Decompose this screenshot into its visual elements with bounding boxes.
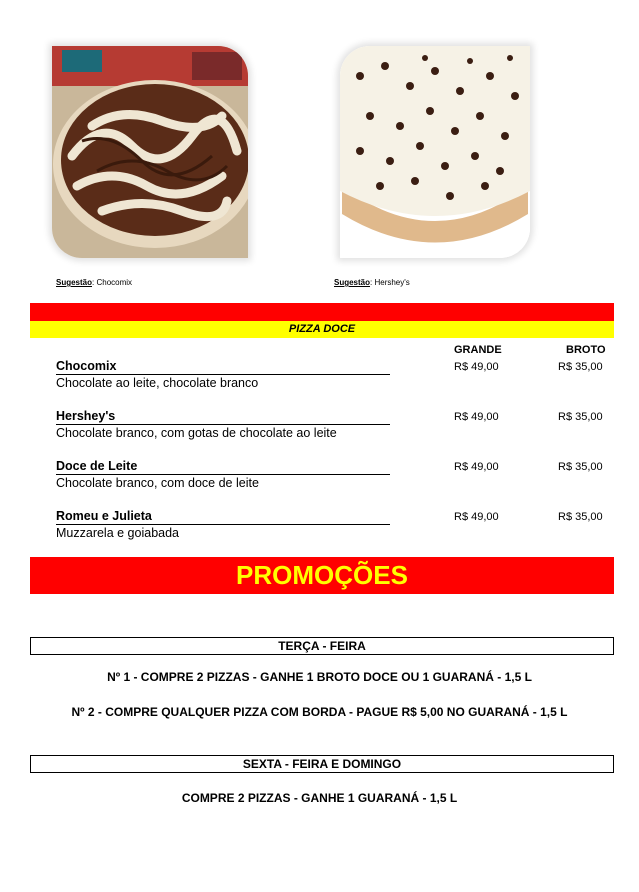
suggestion-chocomix [56, 278, 132, 287]
hersheys-pizza-photo [340, 46, 530, 258]
tuesday-label: TERÇA - FEIRA [30, 637, 614, 655]
price-broto: R$ 35,00 [558, 411, 603, 423]
item-description: Muzzarela e goiabada [56, 526, 179, 540]
price-grande: R$ 49,00 [454, 461, 499, 473]
tuesday-offer-1: Nº 1 - COMPRE 2 PIZZAS - GANHE 1 BROTO DOCE OU 1 GUARANÁ - 1,5 L [107, 670, 532, 684]
col-grande-header: GRANDE [454, 344, 502, 356]
item-name: Doce de Leite [56, 459, 390, 475]
red-divider [30, 303, 614, 321]
price-broto: R$ 35,00 [558, 361, 603, 373]
suggestion-hersheys [334, 278, 410, 287]
price-broto: R$ 35,00 [558, 461, 603, 473]
item-description: Chocolate ao leite, chocolate branco [56, 376, 259, 390]
chocomix-pizza-photo [52, 46, 248, 258]
weekend-label: SEXTA - FEIRA E DOMINGO [30, 755, 614, 773]
price-broto: R$ 35,00 [558, 511, 603, 523]
suggestion-value: : Hershey's [370, 278, 410, 287]
weekend-offer: COMPRE 2 PIZZAS - GANHE 1 GUARANÁ - 1,5 L [181, 791, 458, 805]
item-description: Chocolate branco, com doce de leite [56, 476, 259, 490]
section-title: PIZZA DOCE [30, 321, 614, 338]
item-name: Hershey's [56, 409, 390, 425]
tuesday-offer-2: Nº 2 - COMPRE QUALQUER PIZZA COM BORDA - PAGUE R$ 5,00 NO GUARANÁ - 1,5 L [71, 705, 568, 719]
price-grande: R$ 49,00 [454, 361, 499, 373]
col-broto-header: BROTO [566, 344, 606, 356]
item-name: Romeu e Julieta [56, 509, 390, 525]
price-grande: R$ 49,00 [454, 411, 499, 423]
item-name: Chocomix [56, 359, 390, 375]
suggestion-value: : Chocomix [92, 278, 133, 287]
suggestion-label: Sugestão [56, 278, 93, 287]
item-description: Chocolate branco, com gotas de chocolate ao leite [56, 426, 337, 440]
suggestion-label: Sugestão [334, 278, 371, 287]
promotions-title: PROMOÇÕES [30, 557, 614, 594]
price-grande: R$ 49,00 [454, 511, 499, 523]
